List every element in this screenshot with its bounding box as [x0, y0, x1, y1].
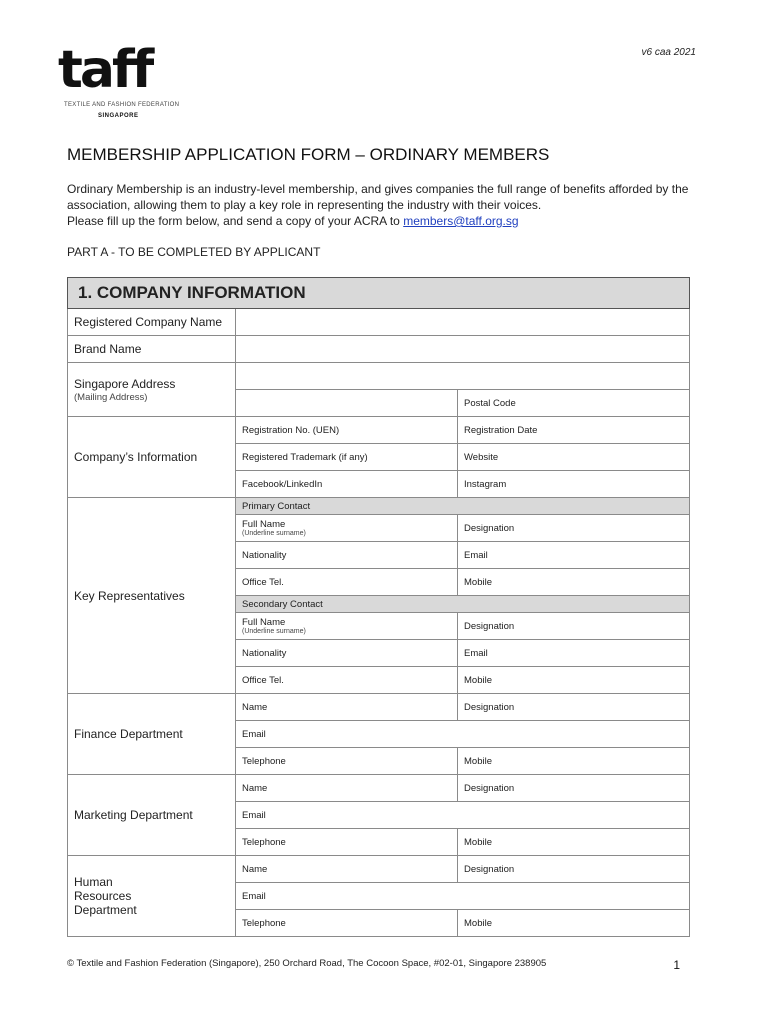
hr-label-line-3: Department: [74, 903, 137, 917]
members-email-link[interactable]: members@taff.org.sg: [403, 214, 519, 228]
registered-company-name-label: Registered Company Name: [68, 309, 236, 336]
full-name-label: Full Name: [242, 617, 286, 628]
hr-name-field[interactable]: Name: [236, 856, 458, 883]
company-information-label: Company’s Information: [68, 417, 236, 498]
secondary-designation-field[interactable]: Designation: [458, 613, 690, 640]
brand-name-label: Brand Name: [68, 336, 236, 363]
intro-text: [67, 181, 717, 229]
brand-name-field[interactable]: [236, 336, 690, 363]
registered-trademark-field[interactable]: Registered Trademark (if any): [236, 444, 458, 471]
singapore-address-label: [68, 363, 236, 417]
finance-telephone-field[interactable]: Telephone: [236, 748, 458, 775]
secondary-office-tel-field[interactable]: Office Tel.: [236, 667, 458, 694]
finance-mobile-field[interactable]: Mobile: [458, 748, 690, 775]
primary-full-name-field[interactable]: [236, 515, 458, 542]
registered-company-name-field[interactable]: [236, 309, 690, 336]
logo-region: SINGAPORE: [98, 113, 139, 119]
finance-designation-field[interactable]: Designation: [458, 694, 690, 721]
page-title: MEMBERSHIP APPLICATION FORM – ORDINARY MEMBERS: [67, 145, 550, 164]
underline-surname-note: (Underline surname): [242, 628, 306, 635]
logo-wordmark: taff: [58, 40, 152, 100]
primary-email-field[interactable]: Email: [458, 542, 690, 569]
postal-code-field[interactable]: Postal Code: [458, 390, 690, 417]
instagram-field[interactable]: Instagram: [458, 471, 690, 498]
intro-instruction: [67, 213, 717, 229]
registration-date-field[interactable]: Registration Date: [458, 417, 690, 444]
secondary-mobile-field[interactable]: Mobile: [458, 667, 690, 694]
marketing-mobile-field[interactable]: Mobile: [458, 829, 690, 856]
address-line-field[interactable]: [236, 363, 690, 390]
secondary-email-field[interactable]: Email: [458, 640, 690, 667]
website-field[interactable]: Website: [458, 444, 690, 471]
hr-telephone-field[interactable]: Telephone: [236, 910, 458, 937]
underline-surname-note: (Underline surname): [242, 530, 306, 537]
intro-paragraph: Ordinary Membership is an industry-level membership, and gives companies the full range of benefits afforded by the association, allowing them to play a key role in representing the industry with their voices.: [67, 182, 689, 212]
footer-address: © Textile and Fashion Federation (Singapore), 250 Orchard Road, The Cocoon Space, #02-01, Singapore 238905: [67, 958, 547, 969]
primary-nationality-field[interactable]: Nationality: [236, 542, 458, 569]
hr-label-line-2: Resources: [74, 889, 132, 903]
hr-mobile-field[interactable]: Mobile: [458, 910, 690, 937]
finance-name-field[interactable]: Name: [236, 694, 458, 721]
full-name-label: Full Name: [242, 519, 286, 530]
secondary-nationality-field[interactable]: Nationality: [236, 640, 458, 667]
mailing-address-note: (Mailing Address): [74, 391, 148, 403]
primary-office-tel-field[interactable]: Office Tel.: [236, 569, 458, 596]
marketing-name-field[interactable]: Name: [236, 775, 458, 802]
secondary-contact-heading: Secondary Contact: [236, 596, 690, 613]
marketing-department-label: Marketing Department: [68, 775, 236, 856]
marketing-designation-field[interactable]: Designation: [458, 775, 690, 802]
hr-email-field[interactable]: Email: [236, 883, 690, 910]
logo-subtitle: TEXTILE AND FASHION FEDERATION: [64, 102, 180, 108]
intro-instruction-text: Please fill up the form below, and send a copy of your ACRA to: [67, 214, 404, 228]
page-number: 1: [673, 958, 680, 972]
address-line-2-field[interactable]: [236, 390, 458, 417]
primary-mobile-field[interactable]: Mobile: [458, 569, 690, 596]
hr-designation-field[interactable]: Designation: [458, 856, 690, 883]
facebook-linkedin-field[interactable]: Facebook/LinkedIn: [236, 471, 458, 498]
hr-label-line-1: Human: [74, 875, 113, 889]
finance-email-field[interactable]: Email: [236, 721, 690, 748]
part-a-heading: PART A - TO BE COMPLETED BY APPLICANT: [67, 245, 321, 259]
company-information-table: [67, 277, 690, 937]
hr-department-label: [68, 856, 236, 937]
marketing-telephone-field[interactable]: Telephone: [236, 829, 458, 856]
registration-no-field[interactable]: Registration No. (UEN): [236, 417, 458, 444]
secondary-full-name-field[interactable]: [236, 613, 458, 640]
taff-logo: [58, 42, 178, 122]
marketing-email-field[interactable]: Email: [236, 802, 690, 829]
version-label: v6 caa 2021: [641, 47, 696, 58]
finance-department-label: Finance Department: [68, 694, 236, 775]
section-heading: 1. COMPANY INFORMATION: [68, 278, 690, 309]
primary-designation-field[interactable]: Designation: [458, 515, 690, 542]
singapore-address-title: Singapore Address: [74, 376, 176, 391]
key-representatives-label: Key Representatives: [68, 498, 236, 694]
primary-contact-heading: Primary Contact: [236, 498, 690, 515]
